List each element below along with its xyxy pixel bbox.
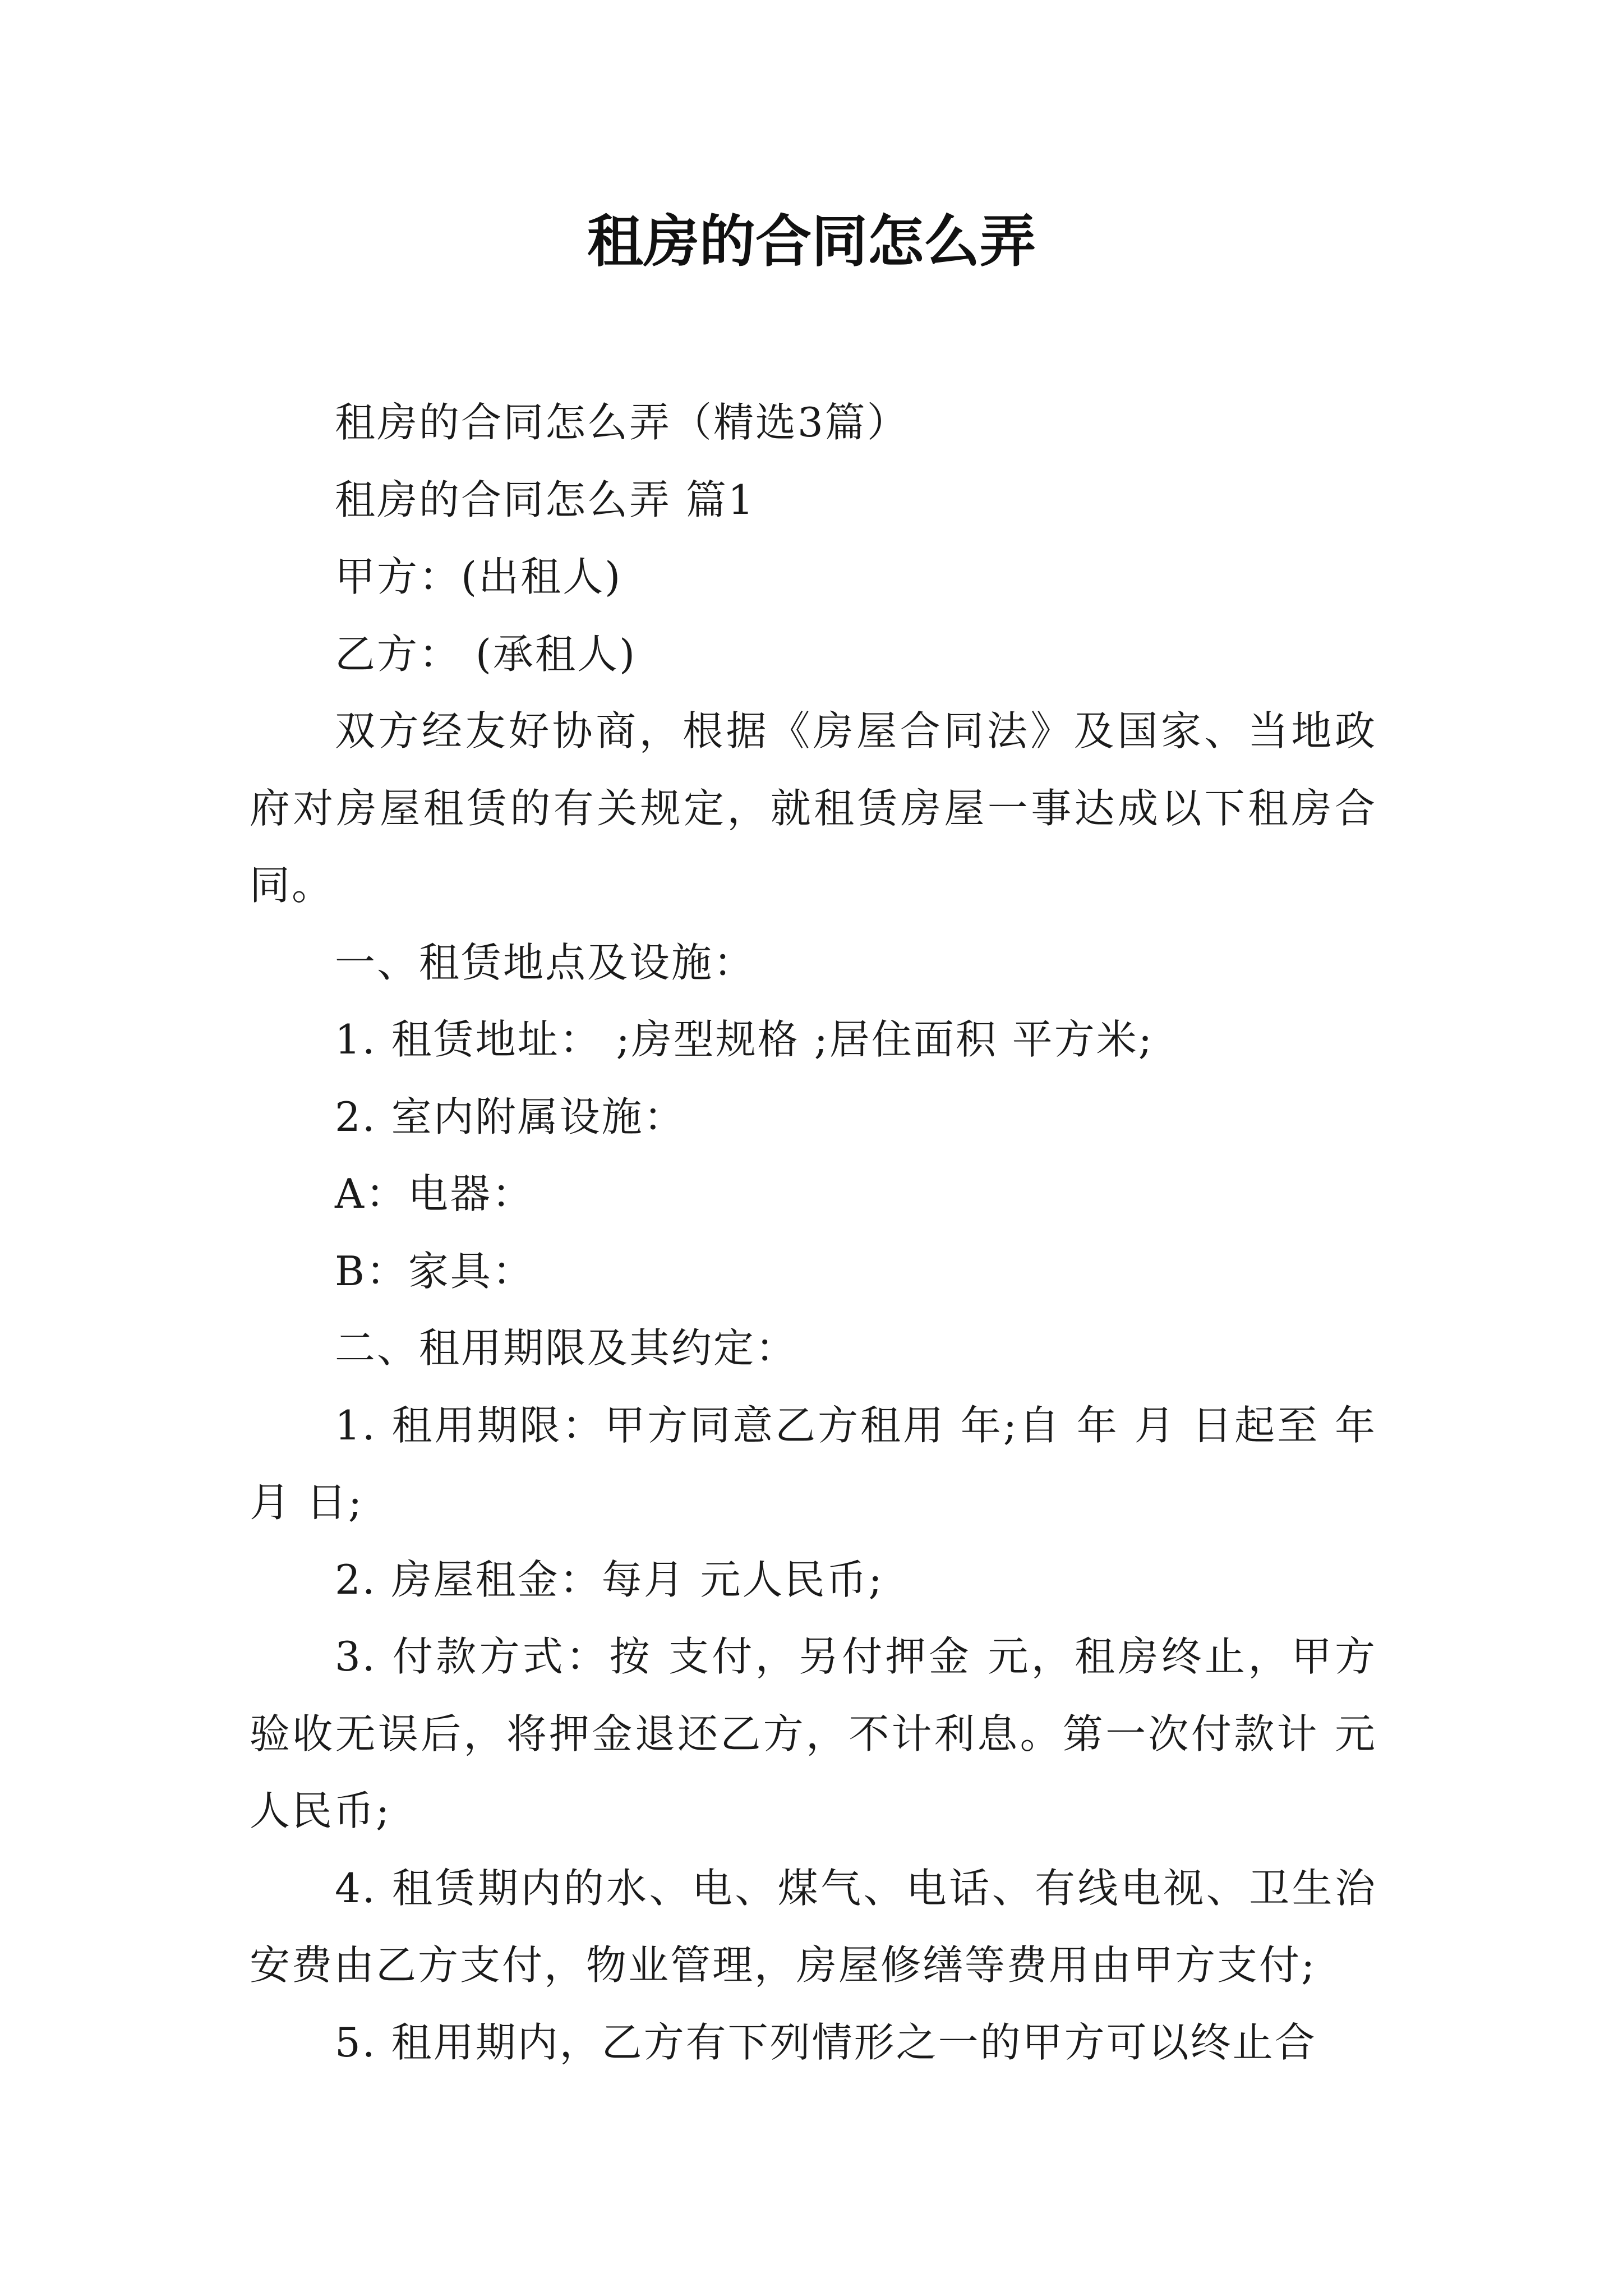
- document-title: 租房的合同怎么弄: [587, 208, 1036, 274]
- paragraph-furniture: B：家具：: [335, 1247, 534, 1295]
- paragraph-subtitle: 租房的合同怎么弄（精选3篇）: [335, 399, 909, 446]
- paragraph-rent: 2. 房屋租金：每月 元人民币;: [335, 1556, 884, 1603]
- paragraph-clause-heading-2: 二、租用期限及其约定：: [335, 1324, 798, 1372]
- paragraph-appliances: A：电器：: [335, 1170, 534, 1217]
- paragraph-utilities: 4. 租赁期内的水、电、煤气、电话、有线电视、卫生治安费由乙方支付，物业管理，房屋修缮等费用由甲方支付;: [250, 1864, 1377, 1989]
- paragraph-party-a: 甲方：(出租人): [335, 553, 623, 600]
- paragraph-clause-heading-1: 一、租赁地点及设施：: [335, 938, 756, 986]
- paragraph-party-b: 乙方： (承租人): [335, 630, 637, 678]
- paragraph-payment: 3. 付款方式：按 支付，另付押金 元，租房终止，甲方验收无误后，将押金退还乙方，不计利息。第一次付款计 元人民币;: [250, 1633, 1377, 1834]
- paragraph-preamble: 双方经友好协商，根据《房屋合同法》及国家、当地政府对房屋租赁的有关规定，就租赁房屋一事达成以下租房合同。: [250, 707, 1377, 909]
- paragraph-lease-term: 1. 租用期限：甲方同意乙方租用 年;自 年 月 日起至 年 月 日;: [250, 1401, 1377, 1526]
- paragraph-section-heading: 租房的合同怎么弄 篇1: [335, 476, 755, 523]
- document-body: [250, 384, 1377, 2081]
- paragraph-facilities: 2. 室内附属设施：: [335, 1093, 686, 1140]
- paragraph-termination: 5. 租用期内，乙方有下列情形之一的甲方可以终止合: [335, 2018, 1317, 2066]
- paragraph-address: 1. 租赁地址： ;房型规格 ;居住面积 平方米;: [335, 1016, 1154, 1063]
